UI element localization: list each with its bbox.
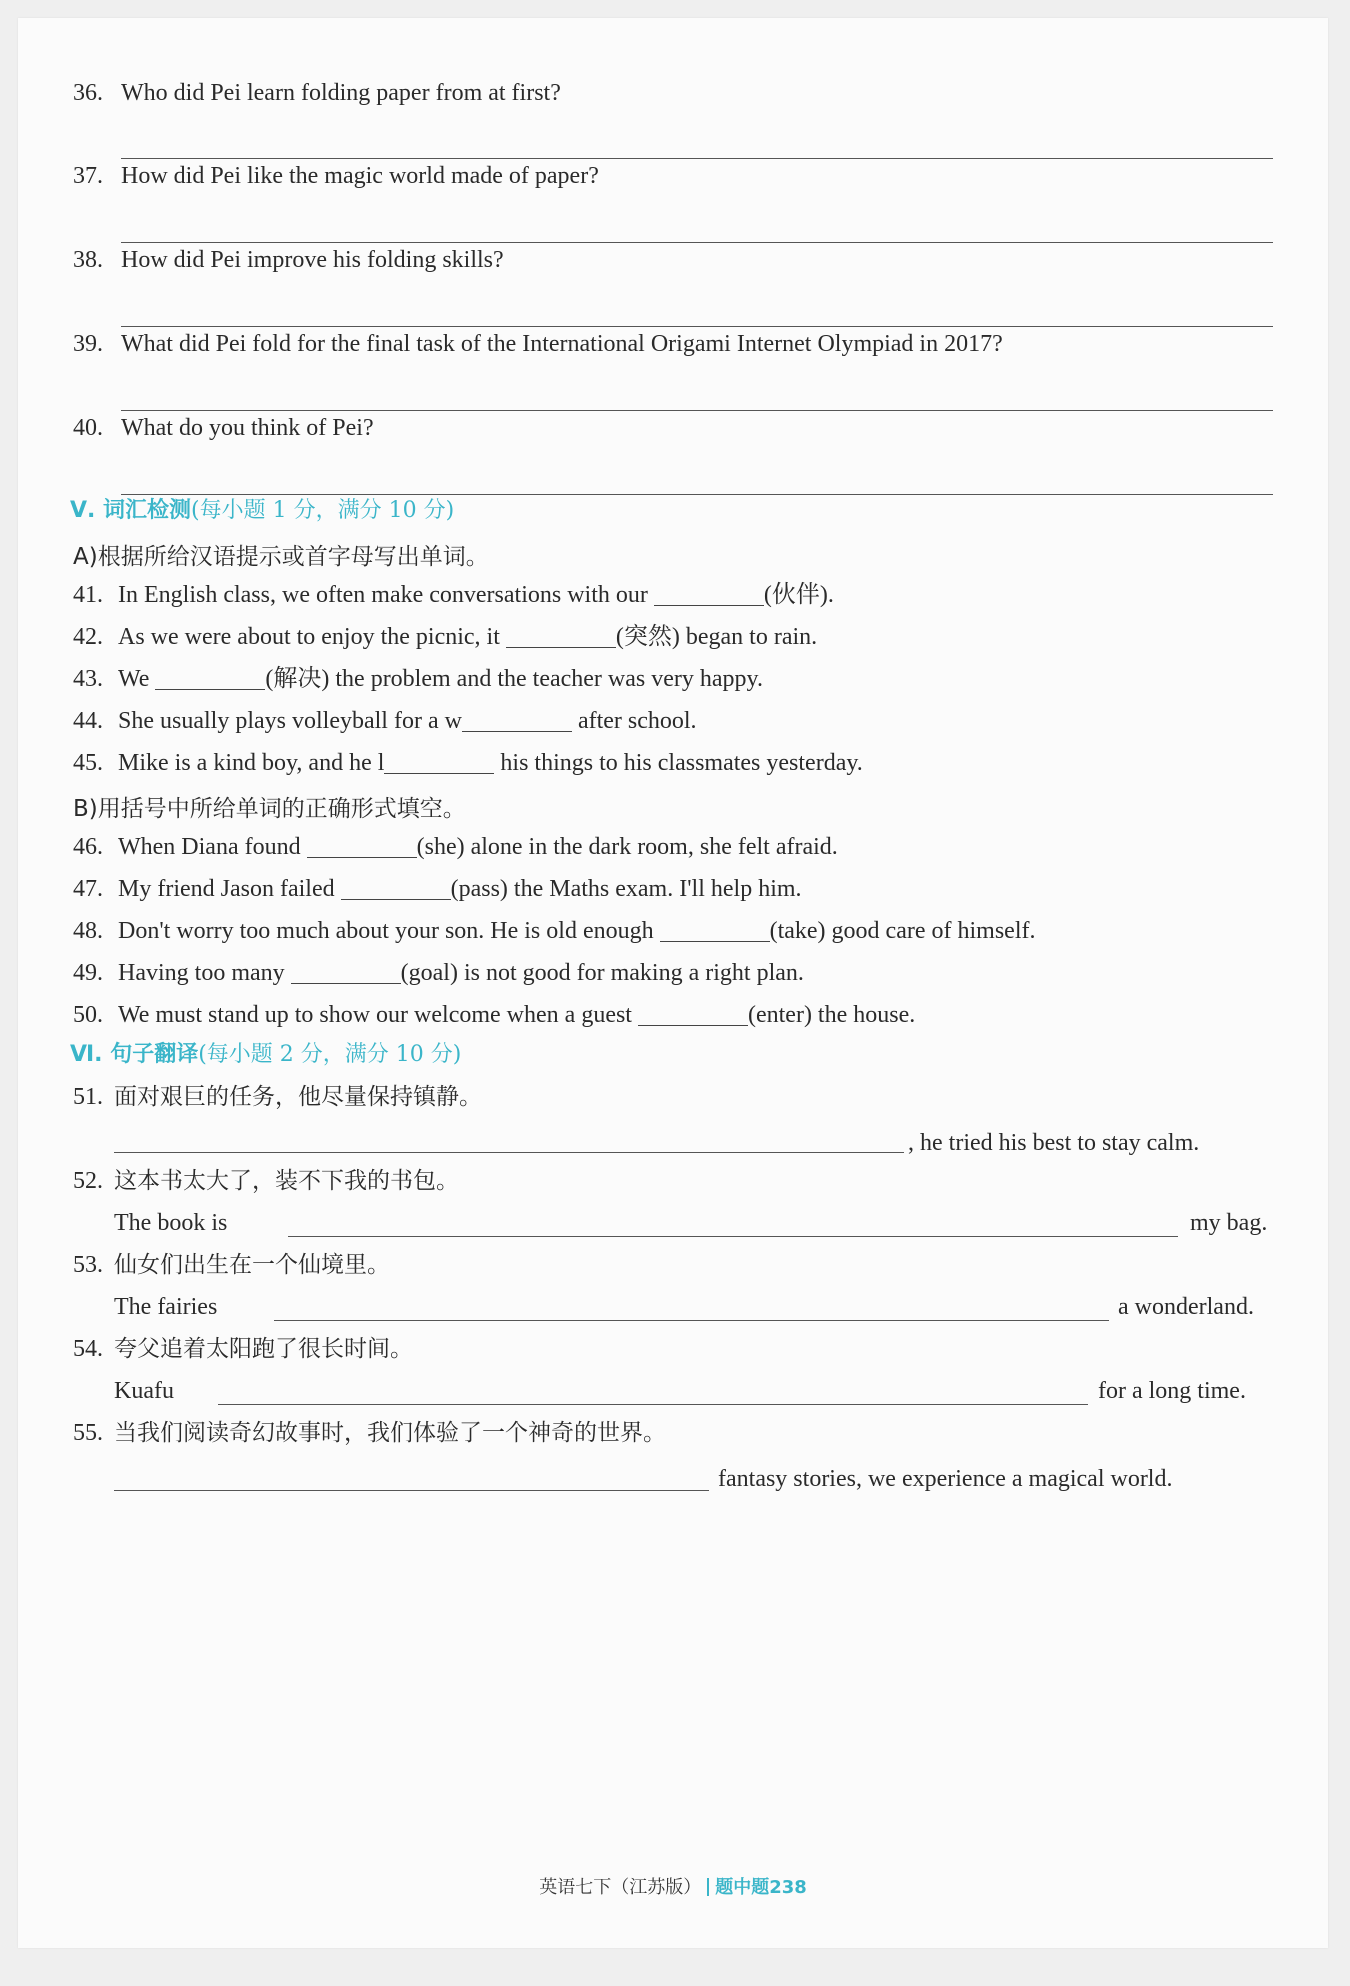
question-number: 48. bbox=[73, 918, 103, 944]
question-number: 54. bbox=[73, 1336, 103, 1362]
answer-line-54[interactable] bbox=[218, 1404, 1088, 1405]
section-title: Ⅴ. 词汇检测 bbox=[70, 498, 192, 523]
answer-blank[interactable] bbox=[291, 961, 401, 984]
footer-divider bbox=[707, 1878, 709, 1896]
question-number: 44. bbox=[73, 708, 103, 734]
question-number: 46. bbox=[73, 834, 103, 860]
answer-line-51[interactable] bbox=[114, 1152, 904, 1153]
answer-line-38[interactable] bbox=[121, 326, 1273, 327]
question-text: What did Pei fold for the final task of the International Origami Internet Olympiad in 2017? bbox=[121, 331, 1003, 357]
book-title: 英语七下（江苏版） bbox=[539, 1877, 702, 1898]
question-number: 51. bbox=[73, 1084, 103, 1110]
answer-blank[interactable] bbox=[341, 877, 451, 900]
answer-line-53[interactable] bbox=[274, 1320, 1109, 1321]
question-text: We bbox=[118, 666, 150, 692]
section-5-heading bbox=[70, 496, 1328, 526]
question-text: We must stand up to show our welcome when a guest bbox=[118, 1002, 632, 1028]
answer-line-40[interactable] bbox=[121, 494, 1273, 495]
chinese-sentence: 夸父追着太阳跑了很长时间。 bbox=[114, 1336, 413, 1362]
answer-line-37[interactable] bbox=[121, 242, 1273, 243]
worksheet-page bbox=[18, 18, 1328, 1948]
question-number: 49. bbox=[73, 960, 103, 986]
question-text: Having too many bbox=[118, 960, 285, 986]
question-number: 38. bbox=[73, 247, 103, 273]
answer-blank[interactable] bbox=[384, 751, 494, 774]
answer-line-55[interactable] bbox=[114, 1490, 709, 1491]
question-text: How did Pei like the magic world made of paper? bbox=[121, 163, 599, 189]
question-text-after: his things to his classmates yesterday. bbox=[500, 750, 863, 776]
answer-blank[interactable] bbox=[660, 919, 770, 942]
chinese-sentence: 仙女们出生在一个仙境里。 bbox=[114, 1252, 390, 1278]
question-number: 50. bbox=[73, 1002, 103, 1028]
sentence-suffix: for a long time. bbox=[1098, 1378, 1246, 1404]
sentence-prefix: The book is bbox=[114, 1210, 228, 1236]
question-text-after: (伙伴). bbox=[763, 582, 834, 608]
answer-blank[interactable] bbox=[155, 667, 265, 690]
question-number: 40. bbox=[73, 415, 103, 441]
chinese-sentence: 当我们阅读奇幻故事时，我们体验了一个神奇的世界。 bbox=[114, 1420, 666, 1446]
chinese-sentence: 这本书太大了，装不下我的书包。 bbox=[114, 1168, 459, 1194]
question-text-after: (take) good care of himself. bbox=[769, 918, 1036, 944]
answer-blank[interactable] bbox=[307, 835, 417, 858]
answer-blank[interactable] bbox=[462, 709, 572, 732]
question-number: 55. bbox=[73, 1420, 103, 1446]
question-text-after: (突然) began to rain. bbox=[615, 624, 818, 650]
question-number: 43. bbox=[73, 666, 103, 692]
question-text: How did Pei improve his folding skills? bbox=[121, 247, 504, 273]
part-b-instruction: B)用括号中所给单词的正确形式填空。 bbox=[73, 796, 466, 822]
question-text-after: (解决) the problem and the teacher was very happy. bbox=[265, 666, 763, 692]
question-text: Mike is a kind boy, and he l bbox=[118, 750, 385, 776]
question-text: Who did Pei learn folding paper from at first? bbox=[121, 80, 561, 106]
question-number: 42. bbox=[73, 624, 103, 650]
question-number: 47. bbox=[73, 876, 103, 902]
question-text: Don't worry too much about your son. He is old enough bbox=[118, 918, 654, 944]
answer-line-36[interactable] bbox=[121, 158, 1273, 159]
section-title: Ⅵ. 句子翻译 bbox=[70, 1042, 199, 1067]
answer-blank[interactable] bbox=[654, 583, 764, 606]
answer-line-39[interactable] bbox=[121, 410, 1273, 411]
question-number: 52. bbox=[73, 1168, 103, 1194]
question-text: She usually plays volleyball for a w bbox=[118, 708, 462, 734]
question-text: What do you think of Pei? bbox=[121, 415, 374, 441]
question-number: 53. bbox=[73, 1252, 103, 1278]
chinese-sentence: 面对艰巨的任务，他尽量保持镇静。 bbox=[114, 1084, 482, 1110]
question-text: My friend Jason failed bbox=[118, 876, 335, 902]
question-number: 41. bbox=[73, 582, 103, 608]
question-text-after: (enter) the house. bbox=[747, 1002, 916, 1028]
sentence-suffix: my bag. bbox=[1190, 1210, 1268, 1236]
sentence-prefix: The fairies bbox=[114, 1294, 218, 1320]
part-a-instruction: A)根据所给汉语提示或首字母写出单词。 bbox=[73, 544, 489, 570]
answer-blank[interactable] bbox=[506, 625, 616, 648]
question-text-after: (pass) the Maths exam. I'll help him. bbox=[450, 876, 802, 902]
question-text-after: (she) alone in the dark room, she felt afraid. bbox=[416, 834, 838, 860]
answer-line-52[interactable] bbox=[288, 1236, 1178, 1237]
question-text: In English class, we often make conversations with our bbox=[118, 582, 648, 608]
question-text-after: after school. bbox=[577, 708, 697, 734]
page-number: 238 bbox=[769, 1877, 807, 1898]
section-score: (每小题 1 分，满分 10 分) bbox=[191, 498, 455, 523]
sentence-suffix: fantasy stories, we experience a magical world. bbox=[718, 1466, 1173, 1492]
question-text: As we were about to enjoy the picnic, it bbox=[118, 624, 500, 650]
section-6-heading bbox=[70, 1040, 1328, 1070]
brand-name: 题中题 bbox=[715, 1877, 770, 1898]
question-number: 36. bbox=[73, 80, 103, 106]
sentence-suffix: , he tried his best to stay calm. bbox=[908, 1130, 1200, 1156]
question-number: 45. bbox=[73, 750, 103, 776]
sentence-suffix: a wonderland. bbox=[1118, 1294, 1254, 1320]
answer-blank[interactable] bbox=[638, 1003, 748, 1026]
question-number: 37. bbox=[73, 163, 103, 189]
question-text-after: (goal) is not good for making a right plan. bbox=[400, 960, 804, 986]
page-footer bbox=[18, 1873, 1328, 1899]
section-score: (每小题 2 分，满分 10 分) bbox=[198, 1042, 462, 1067]
question-number: 39. bbox=[73, 331, 103, 357]
sentence-prefix: Kuafu bbox=[114, 1378, 174, 1404]
question-text: When Diana found bbox=[118, 834, 301, 860]
